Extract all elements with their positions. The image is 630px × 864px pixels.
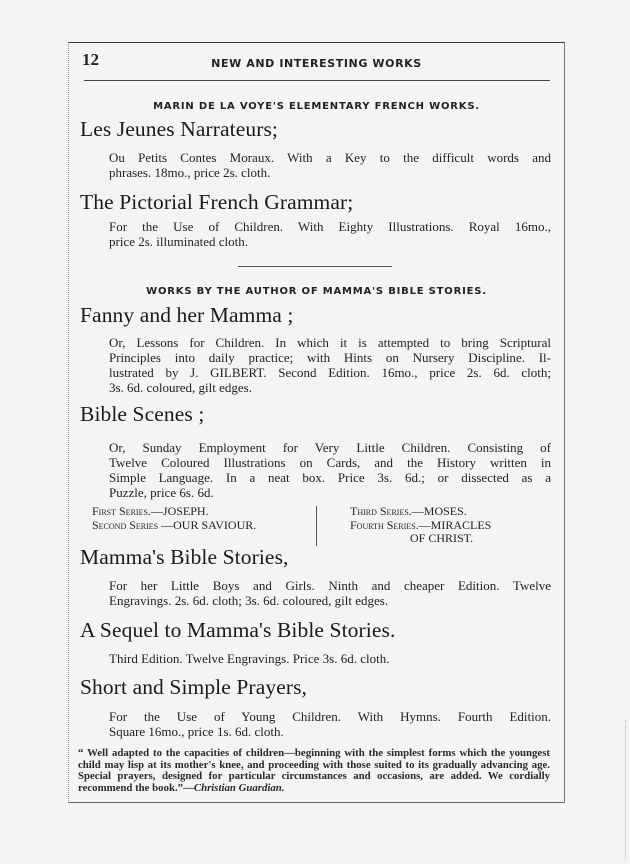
series-label: First Series. [92, 504, 151, 518]
description-line: Square 16mo., price 1s. 6d. cloth. [109, 724, 284, 739]
series-item [350, 505, 491, 519]
series-subject: —JOSEPH. [150, 504, 209, 518]
entry-description-sequel-to-mammas-bible-stories [109, 651, 551, 666]
series-item [350, 519, 491, 533]
entry-description-mammas-bible-stories [109, 578, 551, 608]
series-subject: —MOSES. [411, 504, 467, 518]
description-line: price 2s. illuminated cloth. [109, 234, 248, 249]
series-list-left [92, 505, 256, 532]
description-line: Ou Petits Contes Moraux. With a Key to the difficult words and [109, 150, 551, 165]
series-subject: OF CHRIST. [410, 531, 474, 545]
entry-title-fanny-and-her-mamma: Fanny and her Mamma ; [80, 303, 294, 327]
series-label: Fourth Series. [350, 517, 419, 532]
series-item [92, 519, 256, 533]
review-quote [78, 748, 550, 794]
section-divider-rule [238, 266, 392, 267]
entry-description-fanny-and-her-mamma [109, 335, 551, 395]
description-line: For the Use of Young Children. With Hymns. Fourth Edition. [109, 709, 551, 724]
entry-description-bible-scenes [109, 440, 551, 500]
entry-title-mammas-bible-stories: Mamma's Bible Stories, [80, 545, 289, 569]
series-list-right [350, 505, 491, 546]
description-line: 3s. 6d. coloured, gilt edges. [109, 380, 252, 395]
page-number: 12 [82, 50, 99, 69]
entry-title-les-jeunes-narrateurs: Les Jeunes Narrateurs; [80, 117, 279, 141]
header-rule [84, 80, 550, 81]
entry-description-les-jeunes-narrateurs [109, 150, 551, 180]
entry-title-bible-scenes: Bible Scenes ; [80, 402, 205, 426]
description-line: Simple Language. In a neat box. Price 3s. 6d.; or dissected as a [109, 470, 551, 485]
section-heading-mammas-bible-stories-author: WORKS BY THE AUTHOR OF MAMMA'S BIBLE STORIES. [146, 286, 487, 297]
description-line: phrases. 18mo., price 2s. cloth. [109, 165, 271, 180]
entry-title-short-and-simple-prayers: Short and Simple Prayers, [80, 675, 308, 699]
description-line: Or, Lessons for Children. In which it is attempted to bring Scriptural [109, 335, 551, 350]
series-item [92, 505, 256, 519]
description-line: For her Little Boys and Girls. Ninth and cheaper Edition. Twelve [109, 578, 551, 593]
description-line: Twelve Coloured Illustrations on Cards, and the History written in [109, 455, 551, 470]
description-line: For the Use of Children. With Eighty Illustrations. Royal 16mo., [109, 219, 551, 234]
entry-description-short-and-simple-prayers [109, 709, 551, 739]
description-line: Engravings. 2s. 6d. cloth; 3s. 6d. coloured, gilt edges. [109, 593, 389, 608]
series-column-divider [316, 506, 317, 546]
section-heading-french-works: MARIN DE LA VOYE'S ELEMENTARY FRENCH WORKS. [153, 101, 480, 112]
entry-description-pictorial-french-grammar [109, 219, 551, 249]
series-label: Second Series [92, 517, 159, 532]
description-line: lustrated by J. GILBERT. Second Edition. 16mo., price 2s. 6d. cloth; [109, 365, 551, 380]
review-quote-text: “ Well adapted to the capacities of children—beginning with the simplest forms which the youngest child may lisp at its mother's knee, and proceeding with those suited to its gradually advancing age. Special prayers, designed for particular circumstances and occasions, are added. We cordially recommend the book.”— [78, 747, 550, 794]
description-line: Puzzle, price 6s. 6d. [109, 485, 214, 500]
review-quote-source: Christian Guardian. [193, 781, 285, 794]
series-label: Third Series. [350, 504, 412, 518]
running-title: NEW AND INTERESTING WORKS [211, 57, 422, 70]
description-line: Third Edition. Twelve Engravings. Price 3s. 6d. cloth. [109, 651, 390, 666]
series-subject: —OUR SAVIOUR. [158, 517, 257, 532]
entry-title-sequel-to-mammas-bible-stories: A Sequel to Mamma's Bible Stories. [80, 618, 396, 642]
description-line: Or, Sunday Employment for Very Little Children. Consisting of [109, 440, 551, 455]
entry-title-pictorial-french-grammar: The Pictorial French Grammar; [80, 190, 354, 214]
description-line: Principles into daily practice; with Hints on Nursery Discipline. Il- [109, 350, 551, 365]
scan-edge-artifact [625, 720, 626, 860]
series-subject: —MIRACLES [418, 517, 492, 532]
series-item [350, 532, 491, 546]
